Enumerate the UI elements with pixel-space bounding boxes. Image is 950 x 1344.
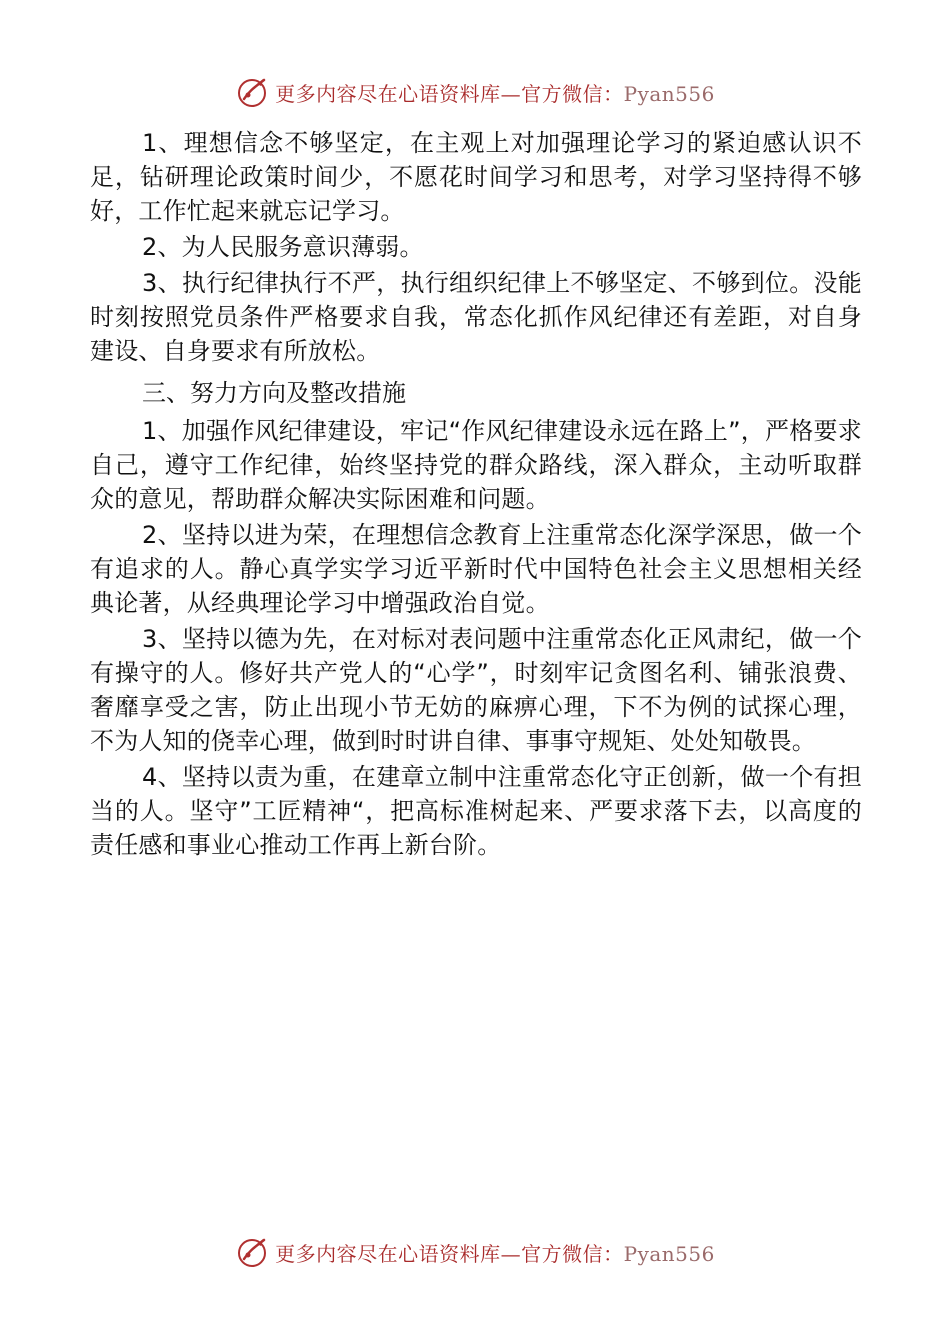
header-wechat-id: Pyan556 xyxy=(623,81,715,106)
footer-banner xyxy=(0,1232,950,1272)
footer-banner-text: 更多内容尽在心语资料库—官方微信：Pyan556 xyxy=(275,1241,715,1266)
problem-paragraph-2: 2、为人民服务意识薄弱。 xyxy=(142,233,424,261)
section-heading: 三、努力方向及整改措施 xyxy=(142,379,406,407)
measure-paragraph-3: 3、坚持以德为先，在对标对表问题中注重常态化正风肃纪，做一个有操守的人。修好共产党人的“心学”，时刻牢记贪图名利、铺张浪费、奢靡享受之害，防止出现小节无妨的麻痹心理，下不为例的试探心理，不为人知的侥幸心理，做到时时讲自律、事事守规矩、处处知敬畏。 xyxy=(90,625,862,755)
measure-paragraph-1: 1、加强作风纪律建设，牢记“作风纪律建设永远在路上”，严格要求自己，遵守工作纪律，始终坚持党的群众路线，深入群众，主动听取群众的意见，帮助群众解决实际困难和问题。 xyxy=(90,417,862,513)
quill-seal-icon xyxy=(235,75,269,109)
header-banner-text: 更多内容尽在心语资料库—官方微信：Pyan556 xyxy=(275,81,715,106)
footer-wechat-id: Pyan556 xyxy=(623,1241,715,1266)
quill-seal-icon xyxy=(235,1235,269,1269)
header-banner xyxy=(0,72,950,112)
measure-paragraph-4: 4、坚持以责为重，在建章立制中注重常态化守正创新，做一个有担当的人。坚守”工匠精神“，把高标准树起来、严要求落下去，以高度的责任感和事业心推动工作再上新台阶。 xyxy=(90,763,862,859)
problem-paragraph-1: 1、理想信念不够坚定，在主观上对加强理论学习的紧迫感认识不足，钻研理论政策时间少，不愿花时间学习和思考，对学习坚持得不够好，工作忙起来就忘记学习。 xyxy=(90,129,862,225)
measure-paragraph-2: 2、坚持以进为荣，在理想信念教育上注重常态化深学深思，做一个有追求的人。静心真学实学习近平新时代中国特色社会主义思想相关经典论著，从经典理论学习中增强政治自觉。 xyxy=(90,521,862,617)
problem-paragraph-3: 3、执行纪律执行不严，执行组织纪律上不够坚定、不够到位。没能时刻按照党员条件严格要求自我，常态化抓作风纪律还有差距，对自身建设、自身要求有所放松。 xyxy=(90,269,862,365)
document-body xyxy=(90,126,862,864)
